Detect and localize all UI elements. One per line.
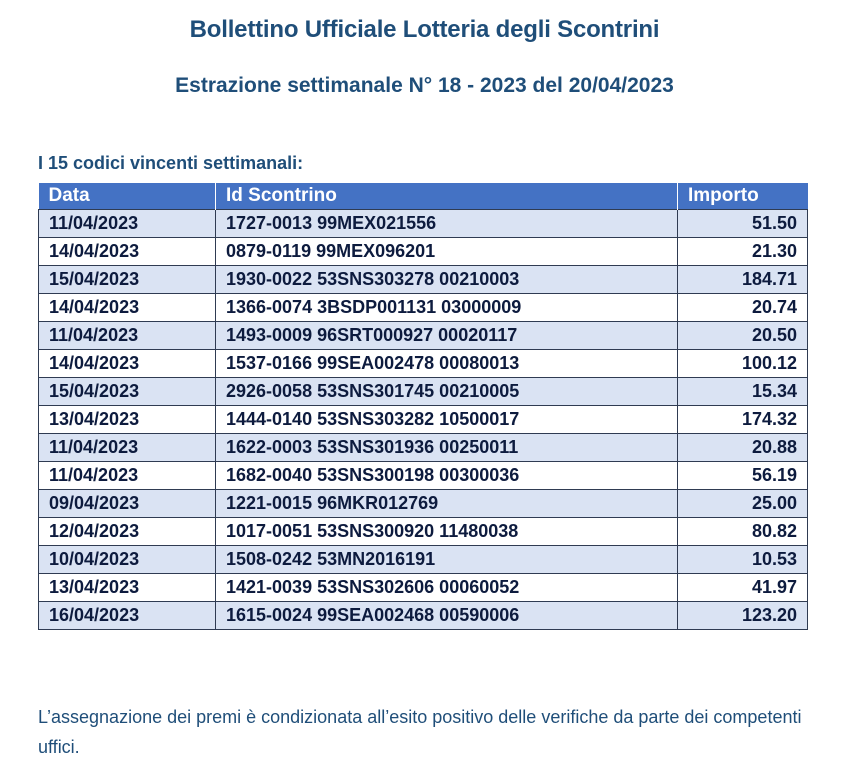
- table-row: [39, 574, 808, 602]
- cell-id-scontrino: 1727-0013 99MEX021556: [216, 210, 678, 238]
- cell-data: 10/04/2023: [39, 546, 216, 574]
- cell-id-scontrino: 1421-0039 53SNS302606 00060052: [216, 574, 678, 602]
- cell-id-scontrino: 1017-0051 53SNS300920 11480038: [216, 518, 678, 546]
- cell-data: 16/04/2023: [39, 602, 216, 630]
- cell-data: 09/04/2023: [39, 490, 216, 518]
- cell-data: 14/04/2023: [39, 294, 216, 322]
- cell-importo: 184.71: [678, 266, 808, 294]
- header-data: Data: [39, 183, 216, 210]
- cell-data: 13/04/2023: [39, 406, 216, 434]
- table-row: [39, 294, 808, 322]
- cell-data: 12/04/2023: [39, 518, 216, 546]
- cell-data: 15/04/2023: [39, 266, 216, 294]
- table-row: [39, 266, 808, 294]
- cell-importo: 25.00: [678, 490, 808, 518]
- table-row: [39, 434, 808, 462]
- cell-id-scontrino: 1444-0140 53SNS303282 10500017: [216, 406, 678, 434]
- cell-data: 11/04/2023: [39, 434, 216, 462]
- footer-note: L’assegnazione dei premi è condizionata all’esito positivo delle verifiche da parte dei competenti uffici.: [38, 707, 802, 757]
- cell-id-scontrino: 1615-0024 99SEA002468 00590006: [216, 602, 678, 630]
- document-subtitle: Estrazione settimanale N° 18 - 2023 del 20/04/2023: [175, 74, 674, 97]
- header-id-scontrino: Id Scontrino: [216, 183, 678, 210]
- cell-id-scontrino: 1622-0003 53SNS301936 00250011: [216, 434, 678, 462]
- cell-id-scontrino: 1930-0022 53SNS303278 00210003: [216, 266, 678, 294]
- cell-importo: 41.97: [678, 574, 808, 602]
- cell-importo: 20.74: [678, 294, 808, 322]
- table-row: [39, 546, 808, 574]
- cell-importo: 20.88: [678, 434, 808, 462]
- document-title: Bollettino Ufficiale Lotteria degli Scontrini: [189, 16, 660, 43]
- table-row: [39, 378, 808, 406]
- cell-importo: 100.12: [678, 350, 808, 378]
- cell-id-scontrino: 1682-0040 53SNS300198 00300036: [216, 462, 678, 490]
- cell-importo: 15.34: [678, 378, 808, 406]
- cell-id-scontrino: 1493-0009 96SRT000927 00020117: [216, 322, 678, 350]
- cell-importo: 21.30: [678, 238, 808, 266]
- table-row: [39, 238, 808, 266]
- cell-importo: 20.50: [678, 322, 808, 350]
- table-row: [39, 518, 808, 546]
- table-row: [39, 210, 808, 238]
- header-importo: Importo: [678, 183, 808, 210]
- table-row: [39, 462, 808, 490]
- table-header-row: [39, 183, 808, 210]
- cell-data: 11/04/2023: [39, 210, 216, 238]
- section-label: I 15 codici vincenti settimanali:: [38, 153, 304, 173]
- cell-id-scontrino: 1508-0242 53MN2016191: [216, 546, 678, 574]
- cell-id-scontrino: 0879-0119 99MEX096201: [216, 238, 678, 266]
- cell-id-scontrino: 1537-0166 99SEA002478 00080013: [216, 350, 678, 378]
- table-row: [39, 406, 808, 434]
- cell-id-scontrino: 1366-0074 3BSDP001131 03000009: [216, 294, 678, 322]
- cell-importo: 123.20: [678, 602, 808, 630]
- table-row: [39, 322, 808, 350]
- table-row: [39, 490, 808, 518]
- cell-id-scontrino: 2926-0058 53SNS301745 00210005: [216, 378, 678, 406]
- cell-data: 15/04/2023: [39, 378, 216, 406]
- cell-data: 11/04/2023: [39, 462, 216, 490]
- table-row: [39, 602, 808, 630]
- cell-data: 13/04/2023: [39, 574, 216, 602]
- cell-id-scontrino: 1221-0015 96MKR012769: [216, 490, 678, 518]
- cell-importo: 56.19: [678, 462, 808, 490]
- cell-importo: 174.32: [678, 406, 808, 434]
- table-body: [39, 210, 808, 630]
- table-row: [39, 350, 808, 378]
- cell-data: 14/04/2023: [39, 350, 216, 378]
- cell-data: 11/04/2023: [39, 322, 216, 350]
- cell-importo: 80.82: [678, 518, 808, 546]
- cell-importo: 10.53: [678, 546, 808, 574]
- cell-data: 14/04/2023: [39, 238, 216, 266]
- cell-importo: 51.50: [678, 210, 808, 238]
- winning-codes-table: [38, 183, 808, 630]
